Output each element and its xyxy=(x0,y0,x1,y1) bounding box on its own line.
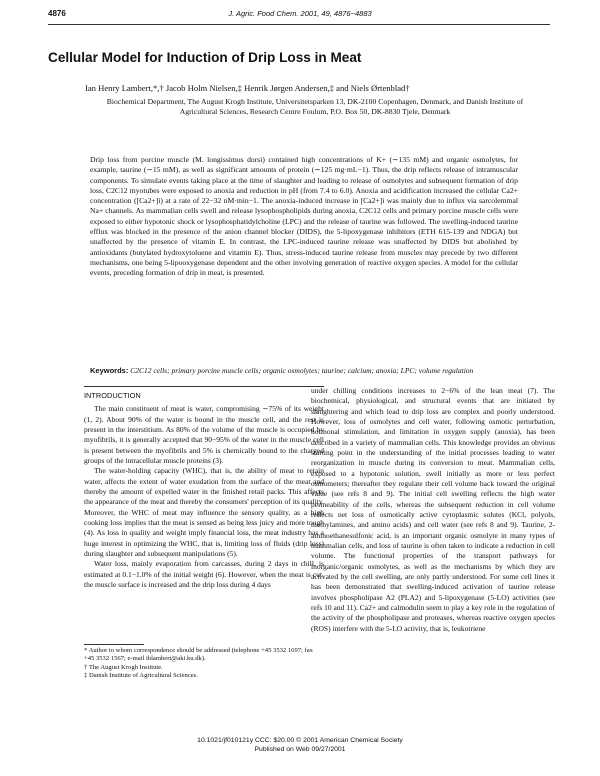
paragraph: Water loss, mainly evaporation from carcasses, during 2 days in chill, is estimated at 0.1−1.0% of the initial weight (6). However, when the meat is cut, the muscle surface is increased and the drip loss during 4 days xyxy=(84,559,324,589)
keywords xyxy=(90,366,518,376)
paragraph: under chilling conditions increases to 2−6% of the lean meat (7). The biochemical, physiological, and structural events that are initiated by slaughtering and which lead to drip loss are complex and poorly understood. However, loss of osmolytes and cell water, following osmotic perturbation, hormonal stimulation, and limitation in oxygen supply (anoxia), has been described in a variety of mammalian cells. This knowledge provides an obvious starting point in the understanding of the initial processes leading to water reorganization in muscle during its conversion to meat. Mammalian cells, exposed to a hypotonic solution, swell initially as more or less perfect osmometers; thereafter they regulate their cell volume back toward the original value (see refs 8 and 9). The initial cell swelling reflects the high water permeability of the cells, whereas the subsequent reduction in cell volume reflects net loss of osmotically active cytoplasmic solutes (KCl, polyols, methylamines, and amino acids) and cell water (see refs 8 and 9). Taurine, 2-aminoethanesulfonic acid, is an important organic osmolyte in many types of mammalian cells, and loss of taurine is often taken to indicate a reduction in cell volume. The functional properties of the transport pathways for inorganic/organic osmolytes, as well as the mechanisms by which they are activated by the cell swelling, are only partly understood. For some cell lines it has been demonstrated that swelling-induced activation of taurine release involves phospholipase A2 (PLA2) and 5-lipoxygenase (5-LO) activities (see refs 10 and 11). Ca2+ and calmodulin seem to play a key role in the regulation of the activity of the phospholipase and proteases, whereas reactive oxygen species (ROS) interfere with the 5-LO activity, that is, leukotriene xyxy=(311,386,555,633)
footnote-rule xyxy=(84,644,144,645)
right-column xyxy=(311,386,555,634)
doi-copyright: 10.1021/jf010121y CCC: $20.00 © 2001 American Chemical Society xyxy=(197,737,403,744)
header-rule xyxy=(48,24,550,25)
affiliation: Biochemical Department, The August Krogh Institute, Universitetsparken 13, DK-2100 Copenhagen, Denmark, and Danish Institute of Agricultural Sciences, Research Centre Foulum, P.O. Box 50, DK-8830 Tjele, Denmark xyxy=(106,97,524,116)
keywords-text: C2C12 cells; primary porcine muscle cells; organic osmolytes; taurine; calcium; anoxia; LPC; volume regulation xyxy=(130,366,474,375)
paragraph: The main constituent of meat is water, compromising ∼75% of its weight (1, 2). About 90% of the water is bound in the muscle cell, and the rest is present in the interstitium. As 80% of the volume of the muscle is occupied by myofibrils, it is generally accepted that 90−95% of the water in the muscle cell is present between the myofibrils and 5% is chemically bound to the charged groups of the intracellular muscle proteins (3). xyxy=(84,404,324,465)
abstract: Drip loss from porcine muscle (M. longissimus dorsi) contained high concentrations of K+ (∼135 mM) and organic osmolytes, for example, taurine (∼15 mM), as well as significant amounts of protein (∼125 mg·mL−1). Thus, the drip reflects release of intramuscular components. To simulate events taking place at the time of slaughter and leading to release of osmolytes and subsequent formation of drip loss, C2C12 myotubes were exposed to anoxia and reduction in pH (from 7.4 to 6.0). Anoxia and acidification increased the cellular Ca2+ concentration ([Ca2+]i) at a rate of 22−32 nM·min−1. The anoxia-induced increase in [Ca2+]i was mainly due to influx via sarcolemmal Na+ channels. As mammalian cells swell and release lysophospholipids during anoxia, C2C12 cells and primary porcine muscle cells were exposed to either hypotonic shock or lysophosphatidylcholine (LPC) and the release of taurine was followed. The swelling-induced taurine efflux was blocked in the presence of the anion channel blocker (DIDS), the 5-lipoxygenase inhibitors (ETH 615-139 and NDGA) but unaffected by the presence of vitamin E. In contrast, the LPC-induced taurine release was unaffected by DIDS but abolished by antioxidants (butylated hydroxytoluene and vitamin E). Thus, stress-induced taurine release from muscles may precede by two different mechanisms, one being 5-lipooxygenase dependent and the other involving generation of reactive oxygen species. A model for the cellular events, preceding formation of drip in meat, is presented. xyxy=(90,155,518,278)
author-list: Ian Henry Lambert,*,† Jacob Holm Nielsen,‡ Henrik Jørgen Andersen,‡ and Niels Ørtenblad† xyxy=(85,83,410,93)
page-number: 4876 xyxy=(48,9,66,18)
paragraph: The water-holding capacity (WHC), that is, the ability of meat to retain water, affects the extent of water exudation from the surface of the meat and thereby the amount of expelled water in the finished retail packs. This affects the appearance of the meat and thereby the consumers' perception of its quality. Moreover, the WHC of meat may influence the sensory quality, as a high cooking loss implies that the meat is sensed as being less juicy and more tough (4). As loss in quality and weight imply financial loss, the meat industry has a huge interest in optimizing the WHC, that is, limiting loss of fluids (drip loss) during slaughter and subsequent manipulations (5). xyxy=(84,466,324,558)
article-title: Cellular Model for Induction of Drip Loss in Meat xyxy=(48,50,362,65)
footnotes xyxy=(84,647,324,681)
keywords-label: Keywords: xyxy=(90,366,129,375)
footnote-affiliation-2: ‡ Danish Institute of Agricultural Sciences. xyxy=(84,672,198,680)
footnote-correspondence: * Author to whom correspondence should be addressed (telephone +45 3532 1697; fax +45 3532 1567; e-mail ihlambert@aki.ku.dk). xyxy=(84,647,313,663)
page-footer xyxy=(0,737,600,754)
section-heading-introduction: INTRODUCTION xyxy=(84,391,141,400)
section-rule xyxy=(84,386,324,387)
footnote-affiliation-1: † The August Krogh Institute. xyxy=(84,663,163,671)
publication-date: Published on Web 09/27/2001 xyxy=(254,745,346,753)
journal-citation: J. Agric. Food Chem. 2001, 49, 4876−4883 xyxy=(228,9,372,18)
left-column xyxy=(84,386,324,590)
